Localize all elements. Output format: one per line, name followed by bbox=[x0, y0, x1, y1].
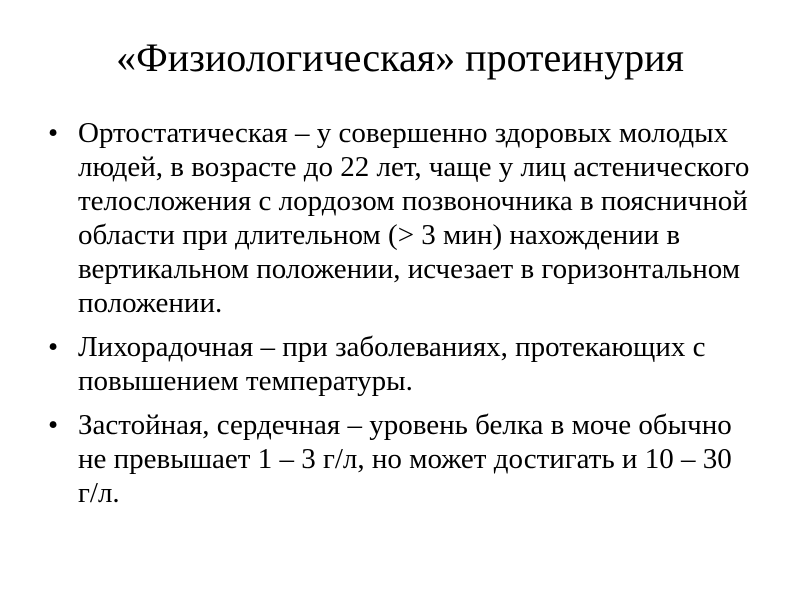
bullet-dot-icon: • bbox=[48, 117, 59, 149]
bullet-item-congestive bbox=[48, 408, 758, 510]
bullet-text: Застойная, сердечная – уровень белка в моче обычно не превышает 1 – 3 г/л, но может достигать и 10 – 30 г/л. bbox=[78, 409, 732, 509]
bullet-list bbox=[48, 116, 758, 520]
bullet-item-febrile bbox=[48, 330, 758, 398]
bullet-text: Лихорадочная – при заболеваниях, протекающих с повышением температуры. bbox=[78, 331, 706, 397]
bullet-text: Ортостатическая – у совершенно здоровых молодых людей, в возрасте до 22 лет, чаще у лиц астенического телосложения с лордозом позвоночника в поясничной области при длительном (> 3 мин) нахождении в вертикальном положении, исчезает в горизонтальном положении. bbox=[78, 117, 750, 319]
bullet-dot-icon: • bbox=[48, 409, 59, 441]
bullet-dot-icon: • bbox=[48, 331, 59, 363]
bullet-item-orthostatic bbox=[48, 116, 758, 320]
slide-title: «Физиологическая» протеинурия bbox=[116, 35, 684, 80]
